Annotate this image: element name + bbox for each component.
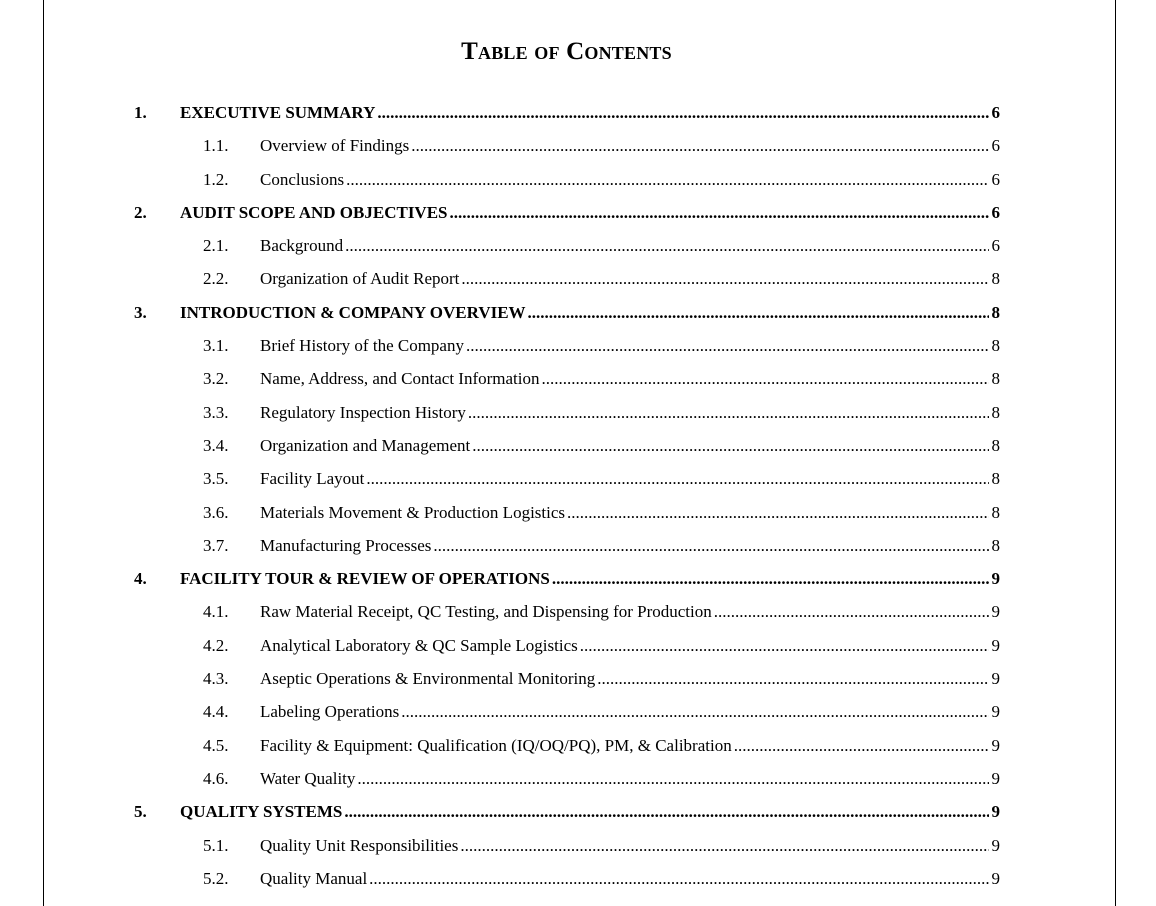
toc-entry-title: Aseptic Operations & Environmental Monitoring <box>260 669 596 689</box>
toc-page-number: 9 <box>991 802 1000 822</box>
toc-entry-number: 4.5. <box>203 735 229 755</box>
toc-entry-number: 3.4. <box>203 435 229 455</box>
toc-page-number: 8 <box>991 302 1000 322</box>
toc-page-number: 9 <box>991 602 1000 622</box>
toc-entry-number: 4.6. <box>203 768 229 788</box>
toc-dot-leader <box>542 362 989 395</box>
toc-subsection-entry[interactable] <box>134 862 1000 895</box>
toc-dot-leader <box>461 262 988 295</box>
toc-dot-leader <box>597 662 988 695</box>
toc-entry-number: 4. <box>134 569 147 589</box>
toc-dot-leader <box>567 496 988 529</box>
toc-entry-number: 3. <box>134 302 147 322</box>
toc-page-number: 9 <box>991 768 1000 788</box>
toc-entry-title: Name, Address, and Contact Information <box>260 369 540 389</box>
toc-entry-number: 1.2. <box>203 169 229 189</box>
toc-page-number: 8 <box>991 336 1000 356</box>
toc-section-entry[interactable] <box>134 296 1000 329</box>
toc-entry-line <box>180 795 1000 828</box>
toc-dot-leader <box>345 229 988 262</box>
toc-dot-leader <box>580 629 989 662</box>
toc-page-number: 8 <box>991 369 1000 389</box>
toc-entry-line <box>260 396 1000 429</box>
toc-entry-line <box>260 762 1000 795</box>
toc-subsection-entry[interactable] <box>134 362 1000 395</box>
toc-dot-leader <box>369 862 988 895</box>
toc-subsection-entry[interactable] <box>134 262 1000 295</box>
toc-entry-title: INTRODUCTION & COMPANY OVERVIEW <box>180 302 526 322</box>
toc-entry-title: Regulatory Inspection History <box>260 402 466 422</box>
toc-entry-line <box>260 362 1000 395</box>
toc-entry-title: Organization of Audit Report <box>260 269 460 289</box>
toc-entry-number: 5.1. <box>203 835 229 855</box>
toc-entry-line <box>260 695 1000 728</box>
toc-entry-line <box>260 129 1000 162</box>
toc-title: Table of Contents <box>461 38 672 65</box>
toc-entry-title: Manufacturing Processes <box>260 535 432 555</box>
toc-entry-number: 2. <box>134 202 147 222</box>
toc-entry-title: Labeling Operations <box>260 702 400 722</box>
toc-page-number: 8 <box>991 435 1000 455</box>
toc-subsection-entry[interactable] <box>134 662 1000 695</box>
toc-dot-leader <box>401 695 988 728</box>
toc-page-number: 8 <box>991 469 1000 489</box>
toc-dot-leader <box>411 129 988 162</box>
toc-entry-title: FACILITY TOUR & REVIEW OF OPERATIONS <box>180 569 550 589</box>
toc-entry-line <box>260 229 1000 262</box>
toc-entry-number: 5.2. <box>203 868 229 888</box>
toc-subsection-entry[interactable] <box>134 129 1000 162</box>
toc-subsection-entry[interactable] <box>134 329 1000 362</box>
toc-section-entry[interactable] <box>134 96 1000 129</box>
toc-entry-line <box>260 595 1000 628</box>
toc-page-number: 9 <box>991 702 1000 722</box>
toc-entry-number: 3.3. <box>203 402 229 422</box>
toc-dot-leader <box>552 562 989 595</box>
toc-entry-title: Facility Layout <box>260 469 365 489</box>
toc-dot-leader <box>734 729 989 762</box>
toc-entry-line <box>180 96 1000 129</box>
toc-page-number: 6 <box>991 202 1000 222</box>
toc-page-number: 6 <box>991 136 1000 156</box>
toc-page-number: 9 <box>991 835 1000 855</box>
toc-section-entry[interactable] <box>134 795 1000 828</box>
toc-dot-leader <box>377 96 988 129</box>
toc-entry-number: 1.1. <box>203 136 229 156</box>
toc-entry-title: Facility & Equipment: Qualification (IQ/OQ/PQ), PM, & Calibration <box>260 735 732 755</box>
toc-entry-line <box>180 562 1000 595</box>
toc-entry-title: QUALITY SYSTEMS <box>180 802 343 822</box>
toc-page-number: 9 <box>991 635 1000 655</box>
toc-list <box>134 96 1000 895</box>
toc-subsection-entry[interactable] <box>134 396 1000 429</box>
toc-entry-line <box>260 829 1000 862</box>
toc-subsection-entry[interactable] <box>134 629 1000 662</box>
toc-page-number: 8 <box>991 402 1000 422</box>
toc-entry-title: Materials Movement & Production Logistics <box>260 502 566 522</box>
toc-entry-title: Organization and Management <box>260 435 471 455</box>
toc-entry-line <box>260 429 1000 462</box>
toc-entry-number: 3.1. <box>203 336 229 356</box>
toc-entry-line <box>260 462 1000 495</box>
toc-page-number: 9 <box>991 569 1000 589</box>
toc-entry-title: AUDIT SCOPE AND OBJECTIVES <box>180 202 448 222</box>
toc-entry-number: 4.1. <box>203 602 229 622</box>
toc-subsection-entry[interactable] <box>134 695 1000 728</box>
toc-page-number: 6 <box>991 103 1000 122</box>
toc-entry-line <box>260 729 1000 762</box>
toc-dot-leader <box>466 329 989 362</box>
toc-dot-leader <box>460 829 988 862</box>
toc-entry-title: Background <box>260 236 344 256</box>
toc-entry-number: 1. <box>134 103 147 122</box>
toc-subsection-entry[interactable] <box>134 529 1000 562</box>
toc-dot-leader <box>468 396 989 429</box>
toc-subsection-entry[interactable] <box>134 829 1000 862</box>
toc-page-number: 9 <box>991 669 1000 689</box>
toc-section-entry[interactable] <box>134 562 1000 595</box>
toc-entry-number: 4.4. <box>203 702 229 722</box>
toc-entry-title: Brief History of the Company <box>260 336 464 356</box>
toc-dot-leader <box>472 429 988 462</box>
toc-entry-number: 3.2. <box>203 369 229 389</box>
toc-entry-number: 2.1. <box>203 236 229 256</box>
toc-subsection-entry[interactable] <box>134 229 1000 262</box>
toc-entry-line <box>260 529 1000 562</box>
toc-subsection-entry[interactable] <box>134 462 1000 495</box>
toc-subsection-entry[interactable] <box>134 429 1000 462</box>
toc-page-number: 9 <box>991 735 1000 755</box>
toc-entry-number: 3.6. <box>203 502 229 522</box>
toc-entry-line <box>260 329 1000 362</box>
toc-entry-number: 5. <box>134 802 147 822</box>
toc-entry-number: 4.3. <box>203 669 229 689</box>
toc-entry-title: Conclusions <box>260 169 345 189</box>
toc-entry-number: 4.2. <box>203 635 229 655</box>
toc-entry-number: 2.2. <box>203 269 229 289</box>
toc-subsection-entry[interactable] <box>134 729 1000 762</box>
toc-entry-title: Quality Unit Responsibilities <box>260 835 459 855</box>
toc-page-number: 9 <box>991 868 1000 888</box>
toc-entry-title: Raw Material Receipt, QC Testing, and Dispensing for Production <box>260 602 712 622</box>
document-page <box>43 0 1116 906</box>
toc-entry-line <box>260 163 1000 196</box>
toc-page-number: 8 <box>991 535 1000 555</box>
toc-subsection-entry[interactable] <box>134 595 1000 628</box>
toc-entry-line <box>260 662 1000 695</box>
toc-dot-leader <box>344 795 988 828</box>
toc-subsection-entry[interactable] <box>134 163 1000 196</box>
toc-entry-title: Analytical Laboratory & QC Sample Logistics <box>260 635 578 655</box>
toc-page-number: 6 <box>991 236 1000 256</box>
toc-page-number: 8 <box>991 269 1000 289</box>
toc-entry-title: EXECUTIVE SUMMARY <box>180 103 376 122</box>
toc-entry-line <box>180 196 1000 229</box>
toc-dot-leader <box>714 595 989 628</box>
toc-dot-leader <box>366 462 988 495</box>
toc-entry-line <box>260 496 1000 529</box>
toc-page-number: 6 <box>991 169 1000 189</box>
toc-dot-leader <box>450 196 989 229</box>
toc-entry-number: 3.7. <box>203 535 229 555</box>
toc-entry-title: Overview of Findings <box>260 136 410 156</box>
toc-dot-leader <box>528 296 989 329</box>
toc-entry-line <box>260 262 1000 295</box>
toc-dot-leader <box>433 529 988 562</box>
toc-page-number: 8 <box>991 502 1000 522</box>
toc-dot-leader <box>346 163 988 196</box>
toc-subsection-entry[interactable] <box>134 762 1000 795</box>
toc-section-entry[interactable] <box>134 196 1000 229</box>
toc-entry-number: 3.5. <box>203 469 229 489</box>
toc-entry-line <box>260 629 1000 662</box>
toc-entry-title: Water Quality <box>260 768 356 788</box>
toc-entry-title: Quality Manual <box>260 868 368 888</box>
toc-entry-line <box>180 296 1000 329</box>
toc-entry-line <box>260 862 1000 895</box>
toc-subsection-entry[interactable] <box>134 496 1000 529</box>
toc-dot-leader <box>357 762 988 795</box>
